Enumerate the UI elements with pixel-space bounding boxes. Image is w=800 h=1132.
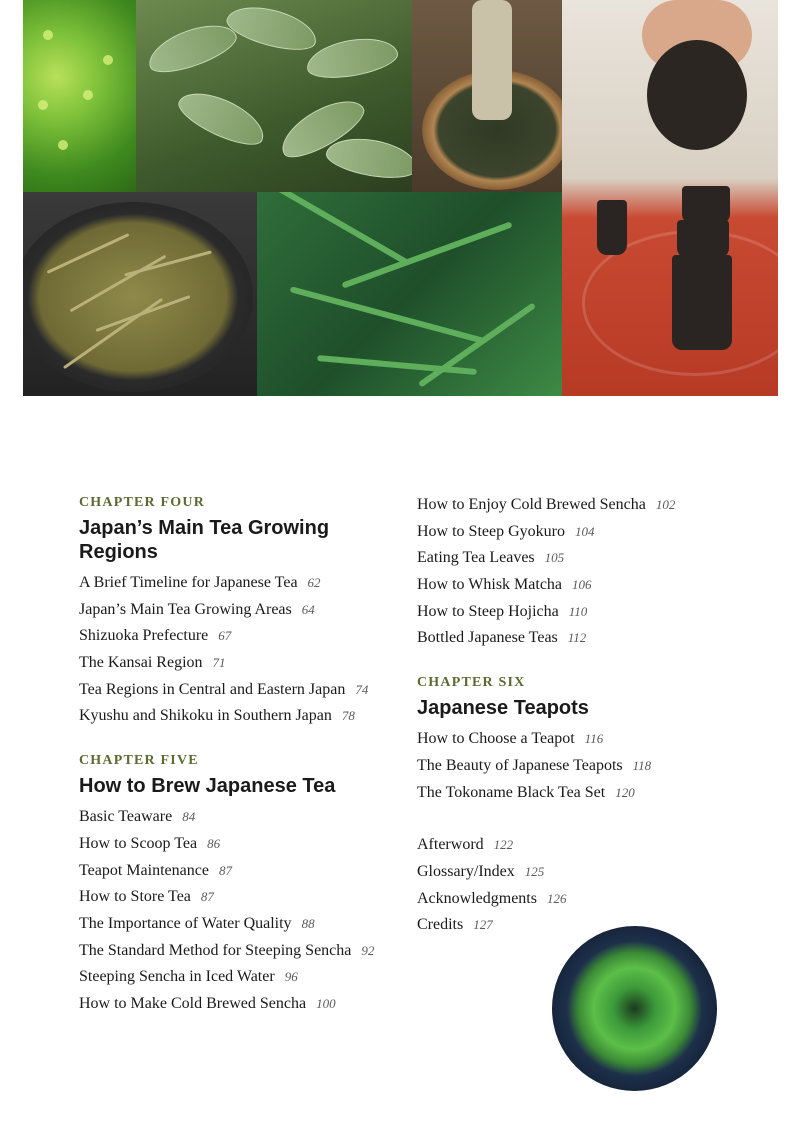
chapter-four-label: CHAPTER FOUR (79, 495, 206, 510)
toc-entry-page: 110 (568, 603, 588, 619)
hands-sorting-tea-photo (412, 0, 562, 192)
toc-entry-page: 67 (218, 628, 232, 644)
toc-entry-title: Credits (417, 916, 464, 934)
sencha-leaves-photo (257, 192, 562, 396)
toc-entry-title: How to Make Cold Brewed Sencha (79, 994, 307, 1012)
toc-entry-page: 112 (567, 630, 587, 646)
toc-entry-title: The Kansai Region (79, 654, 203, 672)
toc-entry-page: 102 (655, 497, 676, 512)
toc-entry[interactable] (79, 966, 389, 988)
toc-entry-title: How to Enjoy Cold Brewed Sencha (417, 496, 646, 513)
toc-entry[interactable] (417, 914, 737, 936)
toc-entry[interactable] (417, 547, 737, 569)
toc-left-column (79, 494, 389, 1020)
toc-entry[interactable] (417, 888, 737, 910)
toc-entry-title: How to Steep Hojicha (417, 602, 559, 620)
toc-entry[interactable] (79, 993, 389, 1015)
toc-entry-page: 84 (182, 809, 196, 825)
toc-entry-page: 62 (307, 575, 321, 590)
toc-entry-title: How to Whisk Matcha (417, 576, 563, 594)
chapter-six-label: CHAPTER SIX (417, 675, 526, 691)
toc-entry-title: Bottled Japanese Teas (417, 629, 558, 647)
chapter-five-label: CHAPTER FIVE (79, 753, 199, 769)
toc-entry-page: 105 (544, 550, 565, 566)
toc-entry[interactable] (417, 601, 737, 623)
pouring-tea-photo (562, 0, 778, 396)
toc-entry[interactable] (79, 940, 389, 962)
toc-entry-title: The Tokoname Black Tea Set (417, 783, 606, 801)
toc-entry[interactable] (417, 494, 737, 516)
toc-entry-title: Teapot Maintenance (79, 861, 209, 879)
toc-entry-page: 74 (355, 681, 369, 697)
rolled-leaves-bowl-photo (23, 192, 257, 396)
toc-entry[interactable] (417, 755, 737, 777)
chapter-six-entries (417, 728, 737, 803)
toc-entry-title: Afterword (417, 836, 484, 854)
toc-entry[interactable] (417, 728, 737, 750)
chapter-four-title: Japan’s Main Tea Growing Regions (79, 517, 330, 563)
toc-entry[interactable] (79, 705, 389, 727)
toc-entry-title: The Beauty of Japanese Teapots (417, 756, 623, 774)
toc-entry-title: Eating Tea Leaves (417, 549, 535, 567)
toc-entry-page: 78 (341, 708, 355, 724)
toc-entry[interactable] (79, 625, 389, 647)
photo-collage (23, 0, 778, 396)
toc-entry-page: 71 (212, 655, 226, 671)
toc-entry-title: Kyushu and Shikoku in Southern Japan (79, 707, 332, 725)
toc-entry-page: 122 (493, 837, 514, 853)
toc-entry-page: 96 (284, 969, 298, 985)
toc-entry[interactable] (79, 652, 389, 674)
toc-right-column (417, 494, 737, 941)
toc-entry-page: 88 (301, 915, 315, 931)
toc-entry-title: Basic Teaware (79, 808, 173, 826)
toc-entry-title: How to Steep Gyokuro (417, 522, 565, 540)
toc-entry-page: 116 (584, 731, 604, 747)
toc-entry[interactable] (417, 521, 737, 543)
chapter-five-entries (79, 806, 389, 1015)
toc-entry-title: How to Choose a Teapot (417, 730, 575, 748)
toc-entry[interactable] (79, 806, 389, 828)
toc-entry[interactable] (417, 834, 737, 856)
chapter-four-entries (79, 572, 389, 727)
toc-entry[interactable] (79, 913, 389, 935)
toc-entry[interactable] (79, 679, 389, 701)
toc-entry[interactable] (417, 627, 737, 649)
tea-plant-photo (136, 0, 412, 192)
toc-entry[interactable] (417, 861, 737, 883)
toc-entry-title: Steeping Sencha in Iced Water (79, 968, 275, 986)
toc-entry-page: 127 (473, 917, 493, 933)
toc-entry-page: 106 (572, 577, 592, 593)
toc-entry[interactable] (79, 572, 389, 594)
tea-field-photo (23, 0, 136, 192)
toc-entry[interactable] (79, 886, 389, 908)
toc-entry[interactable] (417, 782, 737, 804)
toc-entry[interactable] (79, 860, 389, 882)
toc-entry-title: How to Scoop Tea (79, 834, 198, 852)
matcha-bowl-photo (552, 926, 717, 1091)
toc-entry-title: The Importance of Water Quality (79, 914, 292, 932)
toc-entry-title: Glossary/Index (417, 862, 515, 880)
toc-entry-page: 125 (524, 863, 545, 879)
toc-entry-page: 92 (361, 942, 375, 958)
toc-entry-page: 120 (615, 784, 635, 800)
toc-entry[interactable] (79, 599, 389, 621)
toc-entry-title: The Standard Method for Steeping Sencha (79, 941, 352, 959)
toc-entry-page: 87 (200, 889, 214, 905)
toc-entry-title: Japan’s Main Tea Growing Areas (79, 600, 292, 618)
toc-entry-page: 64 (301, 601, 315, 617)
toc-entry-page: 104 (574, 523, 595, 539)
toc-entry-title: Acknowledgments (417, 889, 537, 907)
toc-entry-page: 126 (546, 890, 567, 906)
toc-entry-page: 87 (218, 862, 232, 878)
toc-entry-title: A Brief Timeline for Japanese Tea (79, 574, 298, 591)
toc-entry-title: Tea Regions in Central and Eastern Japan (79, 680, 346, 698)
chapter-five-title: How to Brew Japanese Tea (79, 775, 336, 798)
chapter-six-title: Japanese Teapots (417, 697, 589, 720)
toc-entry-page: 118 (632, 757, 652, 773)
toc-entry[interactable] (79, 833, 389, 855)
toc-entry-title: Shizuoka Prefecture (79, 627, 209, 645)
chapter-five-continued-entries (417, 494, 737, 649)
toc-entry-page: 100 (316, 995, 336, 1011)
backmatter-entries (417, 834, 737, 936)
toc-entry-title: How to Store Tea (79, 888, 191, 906)
toc-entry-page: 86 (207, 835, 221, 851)
toc-entry[interactable] (417, 574, 737, 596)
